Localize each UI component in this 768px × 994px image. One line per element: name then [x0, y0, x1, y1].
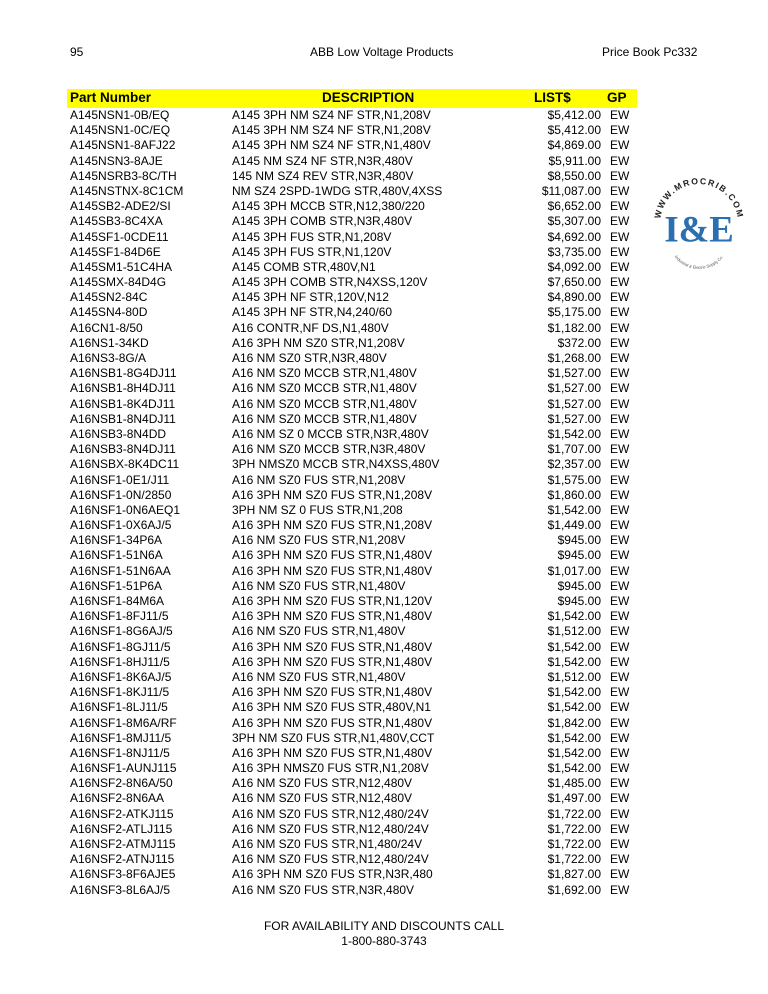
description-cell: NM SZ4 2SPD-1WDG STR,480V,4XSS: [232, 183, 443, 198]
part-number-cell: A16NSF1-8M6A/RF: [70, 715, 177, 730]
description-cell: A145 3PH FUS STR,N1,208V: [232, 229, 392, 244]
list-price-cell: $1,527.00: [547, 411, 601, 426]
gp-cell: EW: [610, 821, 630, 836]
list-price-cell: $1,542.00: [547, 761, 601, 776]
table-row: [67, 366, 637, 381]
gp-cell: EW: [610, 214, 630, 229]
description-cell: A16 3PH NM SZ0 STR,N1,208V: [232, 335, 405, 350]
part-number-cell: A16NSF1-84M6A: [70, 594, 165, 608]
description-cell: A16 3PH NM SZ0 FUS STR,N1,480V: [232, 715, 433, 730]
description-cell: A16 3PH NM SZ0 FUS STR,N1,480V: [232, 609, 433, 624]
part-number-cell: A145NSN1-8AFJ22: [70, 138, 176, 153]
gp-cell: EW: [610, 244, 630, 259]
part-number-cell: A16NSF1-51N6A: [70, 548, 163, 563]
description-cell: A16 3PH NM SZ0 FUS STR,N1,480V: [232, 654, 433, 669]
list-price-cell: $945.00: [557, 578, 601, 593]
part-number-cell: A16NSF1-8LJ11/5: [70, 700, 168, 715]
table-row: [67, 822, 637, 837]
list-price-cell: $1,182.00: [547, 320, 601, 335]
gp-cell: EW: [610, 882, 630, 897]
table-row: [67, 245, 637, 260]
table-row: [67, 579, 637, 594]
list-price-cell: $7,650.00: [547, 275, 601, 290]
part-number-cell: A16NSF1-8GJ11/5: [70, 639, 171, 654]
gp-cell: EW: [610, 609, 630, 624]
table-row: [67, 533, 637, 548]
table-row: [67, 548, 637, 563]
description-cell: 3PH NM SZ0 FUS STR,N1,480V,CCT: [232, 730, 435, 745]
description-cell: A16 NM SZ0 FUS STR,N12,480/24V: [232, 852, 429, 867]
list-price-cell: $1,722.00: [547, 852, 601, 867]
table-row: [67, 670, 637, 685]
description-cell: A145 3PH MCCB STR,N12,380/220: [232, 199, 425, 214]
gp-cell: EW: [610, 123, 630, 138]
part-number-cell: A16NSF1-8FJ11/5: [70, 609, 169, 624]
gp-cell: EW: [610, 669, 630, 684]
description-cell: A16 NM SZ 0 MCCB STR,N3R,480V: [232, 426, 429, 441]
table-row: [67, 640, 637, 655]
table-body: [67, 108, 637, 898]
part-number-cell: A16NSF1-8KJ11/5: [70, 685, 170, 700]
table-header: [67, 89, 637, 108]
table-row: [67, 776, 637, 791]
document-title: ABB Low Voltage Products: [310, 45, 454, 59]
part-number-cell: A16NSB3-8N4DD: [70, 426, 167, 441]
description-cell: A16 3PH NM SZ0 FUS STR,480V,N1: [232, 700, 431, 715]
table-row: [67, 837, 637, 852]
gp-cell: EW: [610, 761, 630, 776]
list-price-cell: $1,722.00: [547, 806, 601, 821]
list-price-cell: $1,497.00: [547, 791, 601, 806]
description-cell: A16 NM SZ0 MCCB STR,N1,480V: [232, 381, 417, 396]
list-price-cell: $1,017.00: [547, 563, 601, 578]
part-number-cell: A16NSF2-ATNJ115: [70, 852, 175, 867]
description-cell: A16 3PH NMSZ0 FUS STR,N1,208V: [232, 761, 429, 776]
gp-cell: EW: [610, 563, 630, 578]
gp-cell: EW: [610, 654, 630, 669]
gp-cell: EW: [610, 183, 630, 198]
table-row: [67, 457, 637, 472]
table-row: [67, 381, 637, 396]
description-cell: A16 NM SZ0 MCCB STR,N1,480V: [232, 396, 417, 411]
part-number-cell: A16NSB3-8N4DJ11: [70, 442, 176, 457]
part-number-cell: A145SN4-80D: [70, 305, 148, 320]
table-row: [67, 275, 637, 290]
part-number-cell: A16NSBX-8K4DC11: [70, 457, 180, 472]
part-number-cell: A145SN2-84C: [70, 290, 148, 305]
part-number-cell: A16NSF1-8HJ11/5: [70, 654, 170, 669]
description-cell: A145 3PH NM SZ4 NF STR,N1,208V: [232, 123, 431, 138]
table-row: [67, 518, 637, 533]
table-row: [67, 731, 637, 746]
part-number-cell: A145NSTNX-8C1CM: [70, 183, 184, 198]
part-number-cell: A16NSF1-8MJ11/5: [70, 730, 172, 745]
description-cell: A145 NM SZ4 NF STR,N3R,480V: [232, 153, 413, 168]
part-number-cell: A145SMX-84D4G: [70, 275, 167, 290]
list-price-cell: $1,542.00: [547, 639, 601, 654]
table-row: [67, 290, 637, 305]
table-row: [67, 473, 637, 488]
table-row: [67, 867, 637, 882]
gp-cell: EW: [610, 548, 630, 563]
table-row: [67, 336, 637, 351]
table-row: [67, 746, 637, 761]
gp-cell: EW: [610, 442, 630, 457]
list-price-cell: $6,652.00: [547, 199, 601, 214]
svg-text:Industrial & Electric Supply C: [674, 254, 724, 270]
gp-cell: EW: [610, 806, 630, 821]
part-number-cell: A16NSF1-0E1/J11: [70, 472, 170, 487]
gp-cell: EW: [610, 229, 630, 244]
gp-cell: EW: [610, 700, 630, 715]
list-price-cell: $1,542.00: [547, 426, 601, 441]
list-price-cell: $1,268.00: [547, 351, 601, 365]
description-cell: A16 3PH NM SZ0 FUS STR,N1,208V: [232, 518, 433, 533]
list-price-cell: $1,527.00: [547, 366, 601, 381]
table-row: [67, 564, 637, 579]
description-cell: A16 NM SZ0 MCCB STR,N1,480V: [232, 366, 417, 381]
gp-cell: EW: [610, 852, 630, 867]
description-cell: A145 3PH FUS STR,N1,120V: [232, 244, 392, 259]
gp-cell: EW: [610, 685, 630, 700]
part-number-cell: A16NSF1-8K6AJ/5: [70, 669, 172, 684]
part-number-cell: A16NSB1-8G4DJ11: [70, 366, 177, 381]
table-row: [67, 397, 637, 412]
table-row: [67, 807, 637, 822]
description-cell: A16 3PH NM SZ0 FUS STR,N3R,480: [232, 867, 433, 882]
gp-cell: EW: [610, 639, 630, 654]
list-price-cell: $945.00: [557, 594, 601, 608]
part-number-cell: A16NSF2-8N6A/50: [70, 776, 173, 791]
table-row: [67, 791, 637, 806]
footer-availability-text: FOR AVAILABILITY AND DISCOUNTS CALL: [263, 919, 505, 933]
list-price-cell: $1,527.00: [547, 396, 601, 411]
table-row: [67, 169, 637, 184]
list-price-cell: $1,542.00: [547, 685, 601, 700]
description-cell: 145 NM SZ4 REV STR,N3R,480V: [232, 168, 414, 183]
table-row: [67, 260, 637, 275]
description-cell: A16 3PH NM SZ0 FUS STR,N1,480V: [232, 745, 433, 760]
list-price-cell: $1,842.00: [547, 715, 601, 730]
list-price-cell: $1,485.00: [547, 776, 601, 791]
part-number-cell: A16NSF1-AUNJ115: [70, 761, 177, 776]
list-price-cell: $1,707.00: [547, 442, 601, 457]
table-row: [67, 184, 637, 199]
description-cell: A16 NM SZ0 STR,N3R,480V: [232, 351, 387, 365]
gp-cell: EW: [610, 351, 630, 365]
description-cell: A16 NM SZ0 FUS STR,N1,480/24V: [232, 837, 423, 851]
table-row: [67, 351, 637, 366]
description-cell: A16 NM SZ0 FUS STR,N1,480V: [232, 669, 406, 684]
list-price-cell: $1,542.00: [547, 609, 601, 624]
list-price-cell: $4,092.00: [547, 259, 601, 274]
part-number-cell: A16NSF1-8NJ11/5: [70, 745, 170, 760]
list-price-cell: $4,692.00: [547, 229, 601, 244]
logo-mark-text: I&E: [664, 208, 734, 250]
list-price-cell: $11,087.00: [541, 183, 601, 198]
gp-cell: EW: [610, 290, 630, 305]
column-header-list-price: LIST$: [534, 90, 571, 105]
gp-cell: EW: [610, 502, 630, 517]
table-row: [67, 305, 637, 320]
list-price-cell: $945.00: [557, 533, 601, 548]
part-number-cell: A145SM1-51C4HA: [70, 259, 173, 274]
description-cell: A16 NM SZ0 FUS STR,N1,480V: [232, 624, 406, 639]
part-number-cell: A16NSF1-0X6AJ/5: [70, 518, 172, 533]
description-cell: A16 3PH NM SZ0 FUS STR,N1,480V: [232, 685, 433, 700]
description-cell: A145 3PH NM SZ4 NF STR,N1,208V: [232, 108, 431, 122]
part-number-cell: A16NSF2-ATLJ115: [70, 821, 173, 836]
table-row: [67, 761, 637, 776]
table-row: [67, 154, 637, 169]
part-number-cell: A16NSF2-ATKJ115: [70, 806, 174, 821]
description-cell: A16 CONTR,NF DS,N1,480V: [232, 320, 389, 335]
list-price-cell: $1,827.00: [547, 867, 601, 882]
part-number-cell: A16NSF3-8F6AJE5: [70, 867, 176, 882]
list-price-cell: $1,512.00: [547, 624, 601, 639]
table-row: [67, 852, 637, 867]
part-number-cell: A16NSF2-8N6AA: [70, 791, 165, 806]
gp-cell: EW: [610, 533, 630, 548]
table-row: [67, 412, 637, 427]
description-cell: A145 3PH COMB STR,N4XSS,120V: [232, 275, 428, 290]
description-cell: A16 NM SZ0 MCCB STR,N1,480V: [232, 411, 417, 426]
part-number-cell: A145NSN3-8AJE: [70, 153, 163, 168]
description-cell: A16 3PH NM SZ0 FUS STR,N1,480V: [232, 563, 433, 578]
gp-cell: EW: [610, 837, 630, 851]
description-cell: A16 NM SZ0 FUS STR,N3R,480V: [232, 882, 415, 897]
gp-cell: EW: [610, 411, 630, 426]
gp-cell: EW: [610, 518, 630, 533]
logo-tagline-text: Industrial & Electric Supply Co.: [673, 254, 725, 270]
list-price-cell: $2,357.00: [547, 457, 601, 472]
description-cell: A16 3PH NM SZ0 FUS STR,N1,120V: [232, 594, 433, 608]
list-price-cell: $3,735.00: [547, 244, 601, 259]
list-price-cell: $1,692.00: [547, 882, 601, 897]
gp-cell: EW: [610, 745, 630, 760]
list-price-cell: $1,542.00: [547, 730, 601, 745]
gp-cell: EW: [610, 715, 630, 730]
table-row: [67, 655, 637, 670]
list-price-cell: $1,860.00: [547, 487, 601, 502]
gp-cell: EW: [610, 259, 630, 274]
description-cell: A16 3PH NM SZ0 FUS STR,N1,480V: [232, 548, 433, 563]
description-cell: A16 NM SZ0 FUS STR,N1,480V: [232, 578, 406, 593]
table-row: [67, 214, 637, 229]
gp-cell: EW: [610, 153, 630, 168]
table-row: [67, 624, 637, 639]
gp-cell: EW: [610, 381, 630, 396]
list-price-cell: $1,542.00: [547, 502, 601, 517]
part-number-cell: A145SB3-8C4XA: [70, 214, 163, 229]
part-number-cell: A145NSN1-0B/EQ: [70, 108, 170, 122]
description-cell: 3PH NMSZ0 MCCB STR,N4XSS,480V: [232, 457, 440, 472]
list-price-cell: $5,412.00: [547, 123, 601, 138]
part-number-cell: A16NSF1-0N6AEQ1: [70, 502, 181, 517]
part-number-cell: A16NS3-8G/A: [70, 351, 147, 365]
footer-phone-number: 1-800-880-3743: [341, 934, 427, 948]
gp-cell: EW: [610, 487, 630, 502]
gp-cell: EW: [610, 578, 630, 593]
part-number-cell: A16NS1-34KD: [70, 335, 149, 350]
part-number-cell: A16NSF2-ATMJ115: [70, 837, 176, 851]
description-cell: A16 3PH NM SZ0 FUS STR,N1,208V: [232, 487, 433, 502]
table-row: [67, 700, 637, 715]
price-book-label: Price Book Pc332: [602, 45, 698, 59]
table-row: [67, 108, 637, 123]
list-price-cell: $4,890.00: [547, 290, 601, 305]
list-price-cell: $1,449.00: [547, 518, 601, 533]
gp-cell: EW: [610, 275, 630, 290]
table-row: [67, 488, 637, 503]
table-row: [67, 883, 637, 898]
list-price-cell: $5,307.00: [547, 214, 601, 229]
part-number-cell: A16CN1-8/50: [70, 320, 143, 335]
list-price-cell: $5,412.00: [547, 108, 601, 122]
part-number-cell: A16NSF1-51N6AA: [70, 563, 171, 578]
list-price-cell: $1,575.00: [547, 472, 601, 487]
description-cell: A145 3PH NF STR,120V,N12: [232, 290, 389, 305]
gp-cell: EW: [610, 624, 630, 639]
gp-cell: EW: [610, 168, 630, 183]
gp-cell: EW: [610, 867, 630, 882]
list-price-cell: $1,542.00: [547, 700, 601, 715]
description-cell: A16 NM SZ0 FUS STR,N1,208V: [232, 472, 406, 487]
gp-cell: EW: [610, 396, 630, 411]
part-number-cell: A16NSB1-8H4DJ11: [70, 381, 176, 396]
description-cell: A16 NM SZ0 FUS STR,N12,480V: [232, 776, 413, 791]
logo-ring-text: WWW.MROCRIB.COM: [652, 175, 746, 220]
column-header-gp: GP: [607, 90, 627, 105]
part-number-cell: A16NSF1-51P6A: [70, 578, 163, 593]
description-cell: A16 NM SZ0 FUS STR,N12,480/24V: [232, 806, 429, 821]
table-row: [67, 685, 637, 700]
list-price-cell: $1,542.00: [547, 745, 601, 760]
list-price-cell: $5,911.00: [548, 153, 601, 168]
ie-logo: [648, 172, 750, 274]
list-price-cell: $1,542.00: [547, 654, 601, 669]
gp-cell: EW: [610, 366, 630, 381]
table-row: [67, 138, 637, 153]
part-number-cell: A16NSF1-0N/2850: [70, 487, 172, 502]
part-number-cell: A16NSB1-8N4DJ11: [70, 411, 176, 426]
description-cell: A16 NM SZ0 FUS STR,N12,480V: [232, 791, 413, 806]
column-header-description: DESCRIPTION: [322, 90, 415, 105]
description-cell: A145 COMB STR,480V,N1: [232, 259, 376, 274]
part-number-cell: A145SF1-0CDE11: [70, 229, 169, 244]
list-price-cell: $1,722.00: [547, 837, 601, 851]
description-cell: A145 3PH NM SZ4 NF STR,N1,480V: [232, 138, 431, 153]
gp-cell: EW: [610, 320, 630, 335]
gp-cell: EW: [610, 594, 630, 608]
table-row: [67, 594, 637, 609]
part-number-cell: A145SB2-ADE2/SI: [70, 199, 171, 214]
column-header-part-number: Part Number: [70, 90, 152, 105]
table-row: [67, 123, 637, 138]
part-number-cell: A16NSB1-8K4DJ11: [70, 396, 176, 411]
list-price-cell: $5,175.00: [547, 305, 601, 320]
description-cell: A145 3PH COMB STR,N3R,480V: [232, 214, 413, 229]
table-row: [67, 230, 637, 245]
table-row: [67, 199, 637, 214]
description-cell: A16 NM SZ0 MCCB STR,N3R,480V: [232, 442, 426, 457]
page-number: 95: [70, 45, 84, 59]
list-price-cell: $8,550.00: [547, 168, 601, 183]
table-row: [67, 716, 637, 731]
gp-cell: EW: [610, 791, 630, 806]
table-row: [67, 609, 637, 624]
list-price-cell: $1,527.00: [547, 381, 601, 396]
gp-cell: EW: [610, 472, 630, 487]
part-number-cell: A16NSF3-8L6AJ/5: [70, 882, 171, 897]
table-row: [67, 442, 637, 457]
part-number-cell: A145NSN1-0C/EQ: [70, 123, 171, 138]
table-row: [67, 321, 637, 336]
description-cell: 3PH NM SZ 0 FUS STR,N1,208: [232, 502, 403, 517]
gp-cell: EW: [610, 108, 630, 122]
gp-cell: EW: [610, 335, 630, 350]
gp-cell: EW: [610, 426, 630, 441]
gp-cell: EW: [610, 199, 630, 214]
list-price-cell: $4,869.00: [547, 138, 601, 153]
gp-cell: EW: [610, 776, 630, 791]
description-cell: A16 3PH NM SZ0 FUS STR,N1,480V: [232, 639, 433, 654]
part-number-cell: A16NSF1-34P6A: [70, 533, 163, 548]
table-row: [67, 427, 637, 442]
part-number-cell: A16NSF1-8G6AJ/5: [70, 624, 173, 639]
part-number-cell: A145SF1-84D6E: [70, 244, 161, 259]
description-cell: A145 3PH NF STR,N4,240/60: [232, 305, 393, 320]
list-price-cell: $1,512.00: [547, 669, 601, 684]
price-table: [67, 89, 637, 898]
gp-cell: EW: [610, 730, 630, 745]
table-row: [67, 503, 637, 518]
gp-cell: EW: [610, 305, 630, 320]
list-price-cell: $945.00: [557, 548, 601, 563]
gp-cell: EW: [610, 457, 630, 472]
description-cell: A16 NM SZ0 FUS STR,N12,480/24V: [232, 821, 429, 836]
gp-cell: EW: [610, 138, 630, 153]
description-cell: A16 NM SZ0 FUS STR,N1,208V: [232, 533, 406, 548]
part-number-cell: A145NSRB3-8C/TH: [70, 168, 177, 183]
list-price-cell: $372.00: [557, 335, 601, 350]
list-price-cell: $1,722.00: [547, 821, 601, 836]
